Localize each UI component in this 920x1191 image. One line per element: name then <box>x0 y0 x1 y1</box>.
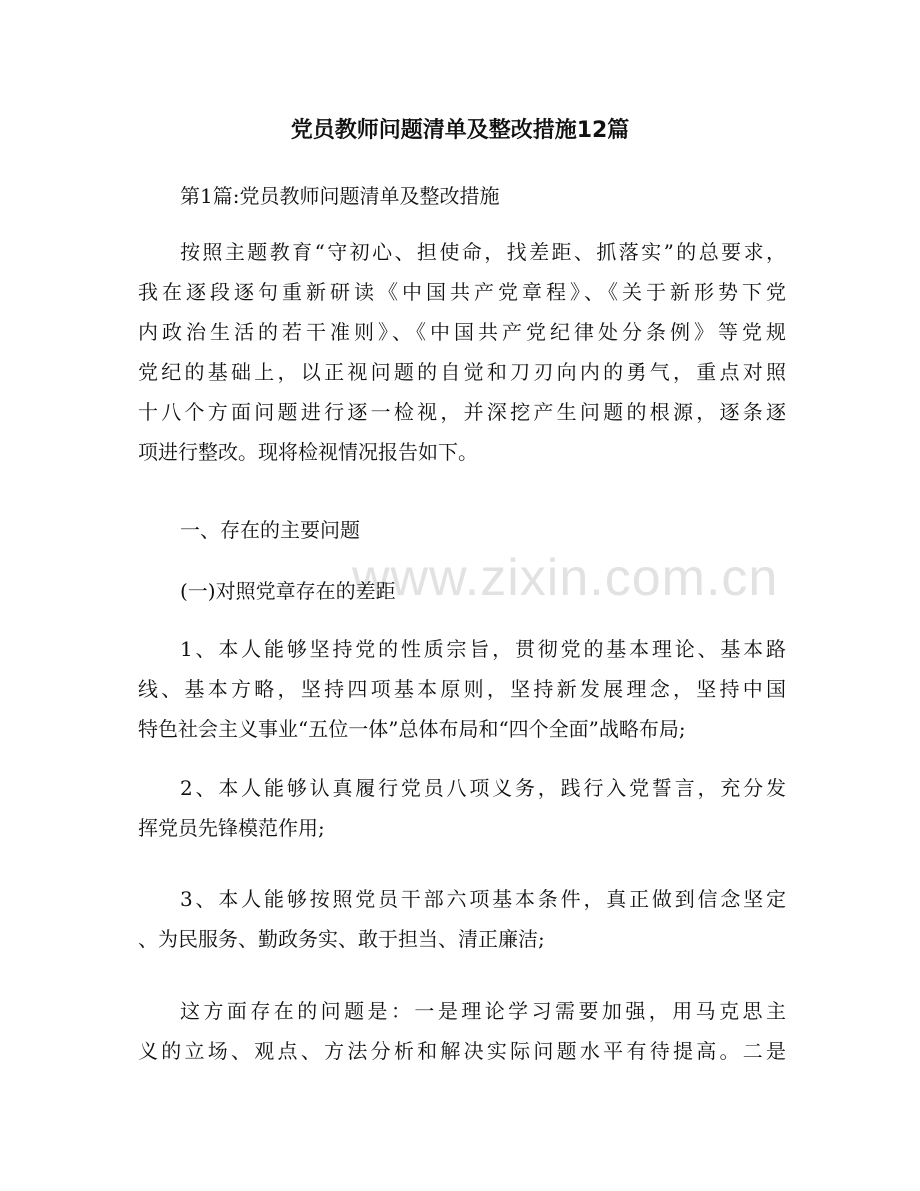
heading-party-constitution-gap: (一)对照党章存在的差距 <box>180 579 396 603</box>
paragraph-line: 我在逐段逐句重新研读《中国共产党章程》、《关于新形势下党 <box>138 280 786 304</box>
paragraph-line: 2、本人能够认真履行党员八项义务，践行入党誓言，充分发 <box>180 776 786 800</box>
heading-main-problems: 一、存在的主要问题 <box>180 518 360 542</box>
paragraph-line: 线、基本方略，坚持四项基本原则，坚持新发展理念，坚持中国 <box>138 677 786 701</box>
paragraph-line: 这方面存在的问题是：一是理论学习需要加强，用马克思主 <box>180 999 786 1023</box>
paragraph-line: 十八个方面问题进行逐一检视，并深挖产生问题的根源，逐条逐 <box>138 400 786 424</box>
item-2-paragraph <box>138 768 786 848</box>
document-title: 党员教师问题清单及整改措施12篇 <box>290 118 630 143</box>
paragraph-line: 挥党员先锋模范作用; <box>138 816 325 840</box>
paragraph-line: 3、本人能够按照党员干部六项基本条件，真正做到信念坚定 <box>180 887 786 911</box>
paragraph-line: 内政治生活的若干准则》、《中国共产党纪律处分条例》等党规 <box>138 320 786 344</box>
paragraph-line: 按照主题教育“守初心、担使命，找差距、抓落实”的总要求， <box>180 240 786 264</box>
problems-paragraph <box>138 991 786 1071</box>
paragraph-line: 党纪的基础上，以正视问题的自觉和刀刃向内的勇气，重点对照 <box>138 360 786 384</box>
paragraph-line: 1、本人能够坚持党的性质宗旨，贯彻党的基本理论、基本路 <box>180 637 786 661</box>
watermark: www.zixin.com.cn <box>352 549 779 607</box>
paragraph-line: 特色社会主义事业“五位一体”总体布局和“四个全面”战略布局; <box>138 717 686 741</box>
paragraph-line: 项进行整改。现将检视情况报告如下。 <box>138 440 478 464</box>
item-1-paragraph <box>138 629 786 749</box>
paragraph-line: 、为民服务、勤政务实、敢于担当、清正廉洁; <box>138 927 545 951</box>
paragraph-line: 义的立场、观点、方法分析和解决实际问题水平有待提高。二是 <box>138 1039 786 1063</box>
intro-paragraph <box>138 232 786 472</box>
section-title: 第1篇:党员教师问题清单及整改措施 <box>180 184 500 208</box>
item-3-paragraph <box>138 879 786 959</box>
